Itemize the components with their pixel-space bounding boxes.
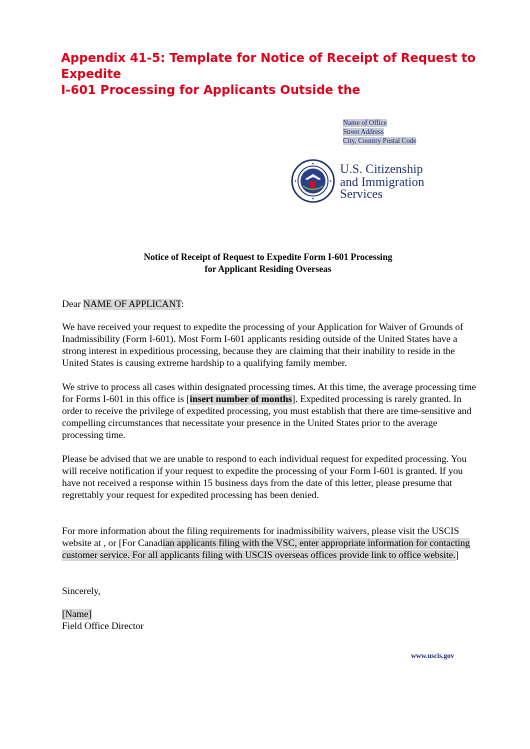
paragraph-more-information [62, 526, 477, 562]
signer-name-placeholder: [Name] [62, 609, 92, 620]
appendix-title [61, 50, 481, 98]
office-address-block [343, 119, 416, 146]
para2-text-b: ]. Expedited processing is rarely granted. In order to receive the privilege of expedited processing, you must establish that there are time-sensitive and compelling circumstances that necessitate your presence in the United States prior to the average processing time. [62, 394, 472, 441]
applicant-name-placeholder: NAME OF APPLICANT [83, 299, 182, 310]
para4-text-b: , or [For Canad [103, 538, 163, 549]
agency-line1: U.S. Citizenship [340, 162, 423, 176]
paragraph-request-received: We have received your request to expedite the processing of your Application for Waiver of Grounds of Inadmissibility (Form I-601). Most Form I-601 applicants residing outside of the United States have a strong interest in expeditious processing, because they are claiming that their inability to reside in the United States is causing extreme hardship to a qualifying family member. [62, 322, 464, 369]
salutation-prefix: Dear [62, 299, 84, 310]
appendix-title-line2: I-601 Processing for Applicants Outside the [61, 83, 361, 97]
appendix-title-line1: Appendix 41-5: Template for Notice of Receipt of Request to Expedite [61, 51, 476, 81]
agency-line3: Services [340, 187, 383, 201]
signer-title: Field Office Director [62, 621, 144, 632]
city-country-postal: City, Country Postal Code [343, 137, 417, 145]
signature-block [62, 609, 477, 633]
para4-end: ] [455, 550, 459, 561]
notice-title-line1: Notice of Receipt of Request to Expedite Form I-601 Processing [143, 252, 393, 262]
salutation [62, 299, 477, 311]
agency-line2: and Immigration [340, 174, 425, 189]
salutation-end: : [181, 299, 184, 310]
para4-highlighted-instructions: ian applicants filing with the VSC, enter appropriate information for contacting customer service. For all applicants filing with USCIS overseas offices provide link to office website. [62, 538, 470, 561]
processing-months-placeholder: insert number of months [189, 394, 292, 405]
para4-text-a: For more information about the filing requirements for inadmissibility waivers, please visit the USCIS website at [62, 526, 460, 549]
notice-title-line2: for Applicant Residing Overseas [204, 264, 332, 274]
office-name: Name of Office [343, 119, 387, 127]
paragraph-unable-to-respond: Please be advised that we are unable to respond to each individual request for expedited processing. You will receive notification if your request to expedite the processing of your Form I-601 is granted. If you have not received a response within 15 business days from the date of this letter, please presume that regrettably your request for expedited processing has been denied. [62, 454, 467, 501]
street-address: Street Address [343, 128, 384, 136]
closing: Sincerely, [62, 586, 101, 597]
footer-website-link[interactable]: www.uscis.gov [411, 652, 455, 660]
agency-name [340, 163, 424, 201]
paragraph-processing-times [62, 382, 477, 442]
para2-text-a: We strive to process all cases within designated processing times. At this time, the average processing time for Forms I-601 in this office is [ [62, 382, 477, 405]
dhs-seal-icon [291, 159, 335, 203]
notice-title [62, 251, 474, 275]
